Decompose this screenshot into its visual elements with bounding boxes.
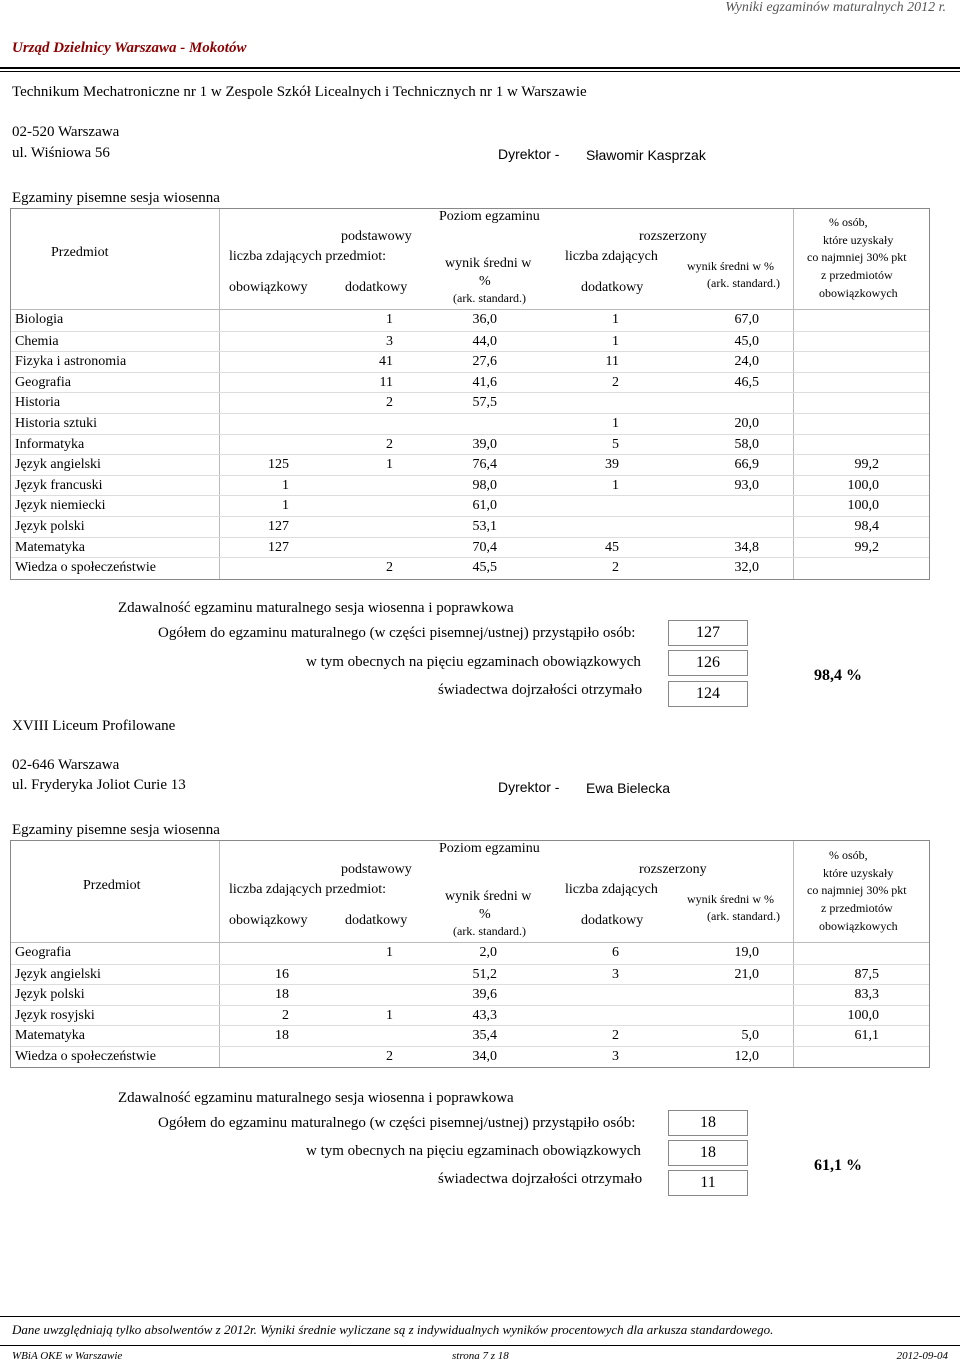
value-cell: 18	[275, 987, 289, 1003]
subject-cell: Język angielski	[15, 457, 101, 473]
value-cell: 1	[386, 312, 393, 327]
value-cell: 45,5	[472, 560, 497, 576]
value-cell: 61,0	[472, 498, 497, 514]
table-row	[11, 475, 929, 497]
value-cell: 58,0	[734, 436, 759, 452]
director-name-2: Ewa Bielecka	[586, 780, 671, 796]
subject-cell: Język francuski	[15, 477, 103, 493]
value-cell: 36,0	[472, 312, 497, 327]
value-cell: 21,0	[734, 966, 759, 982]
value-cell: 32,0	[734, 560, 759, 576]
col-przedmiot: Przedmiot	[51, 245, 109, 260]
value-cell: 2	[612, 1028, 619, 1044]
col-ark-r-2: (ark. standard.)	[707, 909, 780, 923]
report-title: Wyniki egzaminów maturalnych 2012 r.	[725, 0, 946, 15]
table-row	[11, 537, 929, 559]
summary-title: Zdawalność egzaminu maturalnego sesja wiosenna i poprawkowa	[118, 600, 514, 616]
value-cell: 1	[282, 498, 289, 514]
value-cell: 39,6	[472, 987, 497, 1003]
value-cell: 99,2	[854, 539, 879, 555]
exam-table-2	[10, 840, 930, 1068]
value-cell: 45	[605, 539, 619, 555]
table-row	[11, 516, 929, 538]
col-podstawowy-2: podstawowy	[341, 862, 412, 877]
col-osob4-2: z przedmiotów	[821, 901, 893, 915]
value-cell: 43,3	[472, 1007, 497, 1023]
value-cell: 34,8	[734, 539, 759, 555]
col-dodatkowy-r: dodatkowy	[581, 280, 644, 295]
value-cell: 57,5	[472, 395, 497, 411]
col-osob5-2: obowiązkowych	[819, 919, 898, 933]
value-cell: 1	[612, 416, 619, 431]
col-dodatkowy: dodatkowy	[345, 280, 408, 295]
value-cell: 127	[268, 519, 289, 534]
value-cell: 41	[379, 354, 393, 370]
col-wynik-2: wynik średni w	[445, 889, 532, 904]
col-wynik: wynik średni w	[445, 256, 532, 271]
col-dodatkowy-r-2: dodatkowy	[581, 913, 644, 928]
value-cell: 70,4	[472, 539, 497, 555]
col-obowiazkowy: obowiązkowy	[229, 280, 308, 295]
col-podstawowy: podstawowy	[341, 229, 412, 244]
value-cell: 98,4	[854, 519, 879, 534]
value-cell: 11	[379, 374, 393, 390]
value-cell: 19,0	[734, 945, 759, 960]
subject-cell: Chemia	[15, 333, 59, 349]
footer-rule	[0, 1316, 960, 1317]
col-pct: %	[479, 274, 491, 289]
director-name: Sławomir Kasprzak	[586, 147, 706, 163]
session-title: Egzaminy pisemne sesja wiosenna	[12, 190, 220, 206]
subject-cell: Język polski	[15, 987, 85, 1003]
col-ark-2: (ark. standard.)	[453, 924, 526, 938]
value-cell: 99,2	[854, 457, 879, 473]
summary-value-1-2: 18	[668, 1110, 748, 1136]
value-cell: 98,0	[472, 477, 497, 493]
col-liczba-przedmiot: liczba zdających przedmiot:	[229, 249, 387, 264]
subject-cell: Matematyka	[15, 539, 85, 555]
value-cell: 44,0	[472, 333, 497, 349]
school-street-2: ul. Fryderyka Joliot Curie 13	[12, 777, 186, 793]
table-row	[11, 1025, 929, 1047]
col-ark: (ark. standard.)	[453, 291, 526, 305]
value-cell: 1	[612, 312, 619, 327]
office-name: Urząd Dzielnicy Warszawa - Mokotów	[12, 40, 247, 56]
table-row	[11, 495, 929, 517]
school-name-2: XVIII Liceum Profilowane	[12, 718, 176, 734]
col-rozszerzony-2: rozszerzony	[639, 862, 707, 877]
value-cell: 35,4	[472, 1028, 497, 1044]
summary-value-1: 127	[668, 620, 748, 646]
subject-cell: Język niemiecki	[15, 498, 106, 514]
exam-table	[10, 208, 930, 580]
value-cell: 20,0	[734, 416, 759, 431]
table-row	[11, 1005, 929, 1027]
col-osob4: z przedmiotów	[821, 268, 893, 282]
col-obowiazkowy-2: obowiązkowy	[229, 913, 308, 928]
value-cell: 1	[612, 477, 619, 493]
value-cell: 2	[612, 374, 619, 390]
col-poziom-2: Poziom egzaminu	[439, 841, 540, 856]
footer-rule-2	[0, 1345, 960, 1346]
table-row	[11, 1046, 929, 1068]
table-row	[11, 943, 929, 964]
subject-cell: Informatyka	[15, 436, 85, 452]
footer-org: WBiA OKE w Warszawie	[12, 1350, 123, 1362]
subject-cell: Historia sztuki	[15, 416, 98, 431]
table-row	[11, 351, 929, 373]
summary-line-3-2: świadectwa dojrzałości otrzymało	[438, 1171, 643, 1187]
summary-value-2-2: 18	[668, 1140, 748, 1166]
value-cell: 1	[386, 945, 393, 960]
value-cell: 12,0	[734, 1049, 759, 1064]
table-row	[11, 454, 929, 476]
summary-title-2: Zdawalność egzaminu maturalnego sesja wiosenna i poprawkowa	[118, 1090, 514, 1106]
value-cell: 46,5	[734, 374, 759, 390]
subject-cell: Język rosyjski	[15, 1007, 95, 1023]
table-row	[11, 964, 929, 986]
subject-cell: Geografia	[15, 374, 71, 390]
col-osob3: co najmniej 30% pkt	[807, 250, 907, 264]
value-cell: 2	[386, 560, 393, 576]
subject-cell: Historia	[15, 395, 61, 411]
value-cell: 5,0	[741, 1028, 759, 1044]
col-osob1-2: % osób,	[829, 848, 868, 862]
footer-note: Dane uwzględniają tylko absolwentów z 2012r. Wyniki średnie wyliczane są z indywidualnych wyników procentowych dla arkusza standardowego.	[12, 1322, 774, 1337]
value-cell: 3	[386, 333, 393, 349]
value-cell: 18	[275, 1028, 289, 1044]
value-cell: 5	[612, 436, 619, 452]
summary-line-1-2: Ogółem do egzaminu maturalnego (w części pisemnej/ustnej) przystąpiło osób:	[158, 1115, 636, 1131]
table-row	[11, 310, 929, 331]
school-city: 02-520 Warszawa	[12, 124, 120, 140]
col-wynik-pct-2: wynik średni w %	[687, 892, 774, 906]
value-cell: 2	[282, 1007, 289, 1023]
value-cell: 24,0	[734, 354, 759, 370]
subject-cell: Geografia	[15, 945, 71, 960]
subject-cell: Język angielski	[15, 966, 101, 982]
col-pct-2: %	[479, 907, 491, 922]
summary-value-2: 126	[668, 650, 748, 676]
table-row	[11, 434, 929, 456]
value-cell: 41,6	[472, 374, 497, 390]
table-row	[11, 984, 929, 1006]
value-cell: 67,0	[734, 312, 759, 327]
value-cell: 27,6	[472, 354, 497, 370]
value-cell: 1	[282, 477, 289, 493]
col-dodatkowy-2: dodatkowy	[345, 913, 408, 928]
pass-rate: 98,4 %	[814, 667, 862, 684]
subject-cell: Biologia	[15, 312, 64, 327]
value-cell: 125	[268, 457, 289, 473]
school-city-2: 02-646 Warszawa	[12, 757, 120, 773]
table-row	[11, 392, 929, 414]
value-cell: 76,4	[472, 457, 497, 473]
col-osob1: % osób,	[829, 215, 868, 229]
value-cell: 2	[612, 560, 619, 576]
col-poziom: Poziom egzaminu	[439, 209, 540, 224]
summary-line-3: świadectwa dojrzałości otrzymało	[438, 682, 643, 698]
footer-date: 2012-09-04	[896, 1350, 948, 1362]
value-cell: 3	[612, 1049, 619, 1064]
value-cell: 66,9	[734, 457, 759, 473]
table-row	[11, 372, 929, 394]
value-cell: 45,0	[734, 333, 759, 349]
value-cell: 2	[386, 436, 393, 452]
footer-page: strona 7 z 18	[452, 1350, 509, 1362]
col-liczba-2: liczba zdających	[565, 882, 658, 897]
value-cell: 11	[605, 354, 619, 370]
col-osob5: obowiązkowych	[819, 286, 898, 300]
summary-line-1: Ogółem do egzaminu maturalnego (w części pisemnej/ustnej) przystąpiło osób:	[158, 625, 636, 641]
col-ark-r: (ark. standard.)	[707, 276, 780, 290]
subject-cell: Wiedza o społeczeństwie	[15, 1049, 156, 1064]
value-cell: 100,0	[847, 477, 879, 493]
value-cell: 2	[386, 1049, 393, 1064]
summary-value-3-2: 11	[668, 1170, 748, 1196]
value-cell: 3	[612, 966, 619, 982]
value-cell: 100,0	[847, 1007, 879, 1023]
subject-cell: Wiedza o społeczeństwie	[15, 560, 156, 576]
table-row	[11, 557, 929, 579]
col-liczba: liczba zdających	[565, 249, 658, 264]
value-cell: 39,0	[472, 436, 497, 452]
value-cell: 100,0	[847, 498, 879, 514]
value-cell: 1	[386, 457, 393, 473]
header-rule-thin	[0, 71, 960, 72]
pass-rate-2: 61,1 %	[814, 1157, 862, 1174]
table-body	[11, 310, 929, 579]
subject-cell: Fizyka i astronomia	[15, 354, 127, 370]
col-osob2-2: które uzyskały	[823, 866, 894, 880]
table-row	[11, 331, 929, 353]
header-rule	[0, 67, 960, 69]
summary-line-2-2: w tym obecnych na pięciu egzaminach obowiązkowych	[306, 1143, 641, 1159]
value-cell: 87,5	[854, 966, 879, 982]
value-cell: 93,0	[734, 477, 759, 493]
session-title-2: Egzaminy pisemne sesja wiosenna	[12, 822, 220, 838]
director-label: Dyrektor -	[498, 146, 560, 162]
col-przedmiot-2: Przedmiot	[83, 878, 141, 893]
value-cell: 61,1	[854, 1028, 879, 1044]
value-cell: 2	[386, 395, 393, 411]
value-cell: 1	[612, 333, 619, 349]
value-cell: 53,1	[472, 519, 497, 534]
col-osob3-2: co najmniej 30% pkt	[807, 883, 907, 897]
summary-value-3: 124	[668, 681, 748, 707]
value-cell: 127	[268, 539, 289, 555]
director-label-2: Dyrektor -	[498, 779, 560, 795]
value-cell: 51,2	[472, 966, 497, 982]
value-cell: 16	[275, 966, 289, 982]
col-liczba-przedmiot-2: liczba zdających przedmiot:	[229, 882, 387, 897]
subject-cell: Matematyka	[15, 1028, 85, 1044]
col-wynik-pct: wynik średni w %	[687, 259, 774, 273]
value-cell: 2,0	[479, 945, 497, 960]
summary-line-2: w tym obecnych na pięciu egzaminach obowiązkowych	[306, 654, 641, 670]
subject-cell: Język polski	[15, 519, 85, 534]
value-cell: 6	[612, 945, 619, 960]
school-street: ul. Wiśniowa 56	[12, 145, 110, 161]
school-name: Technikum Mechatroniczne nr 1 w Zespole Szkół Licealnych i Technicznych nr 1 w Warszawie	[12, 84, 587, 100]
col-osob2: które uzyskały	[823, 233, 894, 247]
value-cell: 39	[605, 457, 619, 473]
value-cell: 1	[386, 1007, 393, 1023]
table-row	[11, 413, 929, 435]
col-rozszerzony: rozszerzony	[639, 229, 707, 244]
value-cell: 34,0	[472, 1049, 497, 1064]
table-body-2	[11, 943, 929, 1067]
value-cell: 83,3	[854, 987, 879, 1003]
